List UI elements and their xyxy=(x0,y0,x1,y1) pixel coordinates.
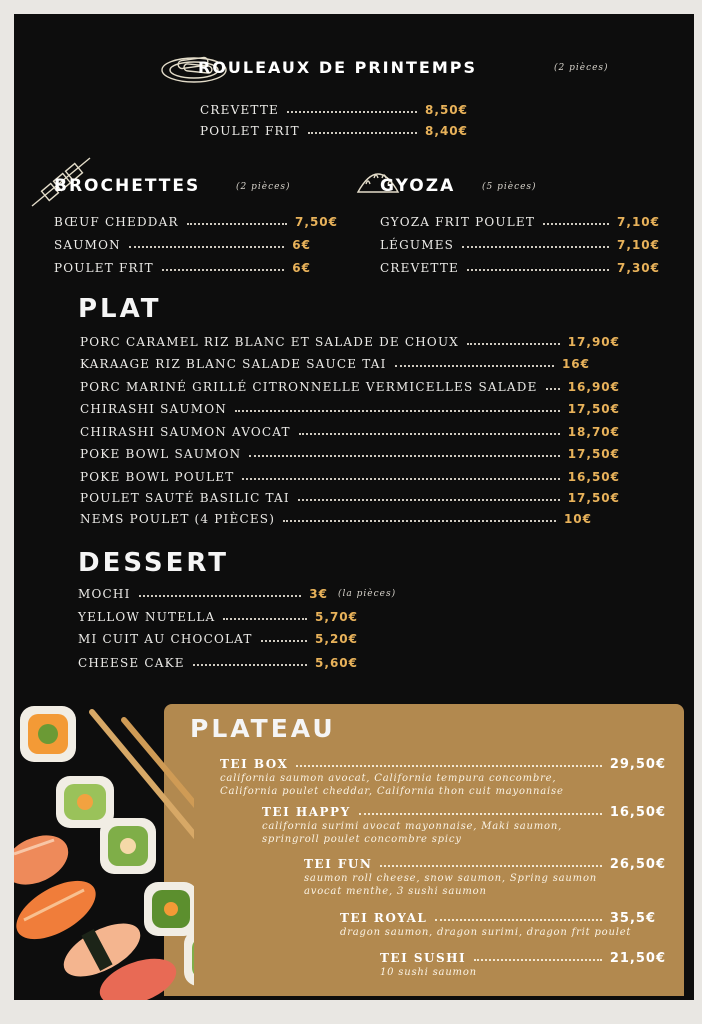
item-name: MOCHI xyxy=(78,587,131,601)
item-name: KARAAGE RIZ BLANC SALADE SAUCE TAI xyxy=(80,357,387,371)
dessert-title: DESSERT xyxy=(78,548,229,578)
plateau-item-name: TEI BOX xyxy=(220,757,289,771)
plat-row xyxy=(80,490,620,506)
item-price: 16€ xyxy=(561,357,590,371)
item-price: 17,90€ xyxy=(567,335,620,349)
item-name: LÉGUMES xyxy=(380,238,455,252)
plateau-item-price: 26,50€ xyxy=(609,856,666,872)
plateau-item-desc: saumon roll cheese, snow saumon, Spring saumon xyxy=(304,873,598,884)
plateau-item xyxy=(220,756,666,798)
maki-roll xyxy=(144,882,194,936)
gyoza-title: GYOZA xyxy=(380,176,456,196)
dessert-row xyxy=(78,586,328,602)
maki-roll xyxy=(184,930,194,986)
plateau-item-price: 21,50€ xyxy=(609,950,666,966)
brochettes-row xyxy=(54,237,311,253)
rouleaux-row xyxy=(200,102,468,118)
item-price: 7,10€ xyxy=(617,238,660,252)
item-name: PORC MARINÉ GRILLÉ CITRONNELLE VERMICELLES SALADE xyxy=(80,380,538,394)
plat-row xyxy=(80,334,620,350)
rouleaux-row xyxy=(200,123,468,139)
dessert-note: (la pièces) xyxy=(338,589,397,599)
item-price: 5,20€ xyxy=(315,632,358,646)
dessert-row xyxy=(78,631,358,647)
plateau-item-desc: avocat menthe, 3 sushi saumon xyxy=(304,886,487,897)
item-price: 16,50€ xyxy=(567,470,620,484)
item-price: 17,50€ xyxy=(567,402,620,416)
item-name: POULET FRIT xyxy=(200,124,300,138)
item-price: 7,10€ xyxy=(617,215,660,229)
menu-sheet xyxy=(14,14,694,1000)
plateau-item-desc: springroll poulet concombre spicy xyxy=(262,834,462,845)
item-name: POULET FRIT xyxy=(54,261,154,275)
plat-row xyxy=(80,356,590,372)
item-name: POKE BOWL SAUMON xyxy=(80,447,242,461)
plateau-item xyxy=(380,950,666,979)
item-price: 8,50€ xyxy=(425,103,468,117)
plat-row xyxy=(80,511,592,527)
plat-row xyxy=(80,401,620,417)
rouleaux-note: (2 pièces) xyxy=(554,63,609,73)
plateau-item-desc: California poulet cheddar, California thon cuit mayonnaise xyxy=(220,786,564,797)
item-name: CREVETTE xyxy=(380,261,459,275)
item-price: 3€ xyxy=(309,587,328,601)
plat-title: PLAT xyxy=(78,294,162,324)
plateau-item-desc: 10 sushi saumon xyxy=(380,967,477,978)
plateau-item-price: 16,50€ xyxy=(609,804,666,820)
plateau-item-price: 35,5€ xyxy=(609,910,656,926)
gyoza-row xyxy=(380,237,660,253)
item-name: SAUMON xyxy=(54,238,121,252)
gyoza-note: (5 pièces) xyxy=(482,182,537,192)
item-name: POULET SAUTÉ BASILIC TAI xyxy=(80,491,290,505)
item-name: CREVETTE xyxy=(200,103,279,117)
item-name: GYOZA FRIT POULET xyxy=(380,215,536,229)
plateau-item-desc: california surimi avocat mayonnaise, Maki saumon, xyxy=(262,821,563,832)
gyoza-row xyxy=(380,214,660,230)
item-price: 16,90€ xyxy=(567,380,620,394)
plat-row xyxy=(80,379,620,395)
item-price: 17,50€ xyxy=(567,447,620,461)
item-price: 18,70€ xyxy=(567,425,620,439)
brochettes-title: BROCHETTES xyxy=(54,176,201,196)
maki-roll xyxy=(100,818,156,874)
item-name: CHEESE CAKE xyxy=(78,656,185,670)
plateau-item-name: TEI HAPPY xyxy=(262,805,351,819)
item-price: 17,50€ xyxy=(567,491,620,505)
item-price: 6€ xyxy=(292,261,311,275)
rouleaux-title: ROULEAUX DE PRINTEMPS xyxy=(198,58,478,77)
brochettes-note: (2 pièces) xyxy=(236,182,291,192)
plateau-item-price: 29,50€ xyxy=(609,756,666,772)
item-name: CHIRASHI SAUMON AVOCAT xyxy=(80,425,291,439)
item-name: YELLOW NUTELLA xyxy=(78,610,216,624)
sushi-photo xyxy=(14,664,194,1000)
plateau-item-name: TEI SUSHI xyxy=(380,951,467,965)
dessert-row xyxy=(78,609,358,625)
plateau-item-desc: california saumon avocat, California tempura concombre, xyxy=(220,773,557,784)
item-price: 10€ xyxy=(563,512,592,526)
item-name: POKE BOWL POULET xyxy=(80,470,235,484)
item-price: 5,60€ xyxy=(315,656,358,670)
plateau-item xyxy=(304,856,666,898)
maki-roll xyxy=(56,776,114,828)
item-name: MI CUIT AU CHOCOLAT xyxy=(78,632,253,646)
plat-row xyxy=(80,469,620,485)
brochettes-row xyxy=(54,214,338,230)
item-name: CHIRASHI SAUMON xyxy=(80,402,227,416)
item-price: 6€ xyxy=(292,238,311,252)
item-name: NEMS POULET (4 PIÈCES) xyxy=(80,512,276,526)
plat-row xyxy=(80,446,620,462)
item-price: 7,50€ xyxy=(295,215,338,229)
brochettes-row xyxy=(54,260,311,276)
item-name: PORC CARAMEL RIZ BLANC ET SALADE DE CHOUX xyxy=(80,335,460,349)
item-price: 7,30€ xyxy=(617,261,660,275)
plateau-item-name: TEI FUN xyxy=(304,857,373,871)
plateau-item-name: TEI ROYAL xyxy=(340,911,428,925)
plateau-item xyxy=(340,910,656,939)
plat-row xyxy=(80,424,620,440)
item-name: BŒUF CHEDDAR xyxy=(54,215,179,229)
plateau-item xyxy=(262,804,666,846)
plateau-title: PLATEAU xyxy=(190,714,336,743)
item-price: 5,70€ xyxy=(315,610,358,624)
maki-roll xyxy=(20,706,76,762)
plateau-item-desc: dragon saumon, dragon surimi, dragon frit poulet xyxy=(340,927,632,938)
plateau-box xyxy=(164,704,684,996)
gyoza-row xyxy=(380,260,660,276)
item-price: 8,40€ xyxy=(425,124,468,138)
